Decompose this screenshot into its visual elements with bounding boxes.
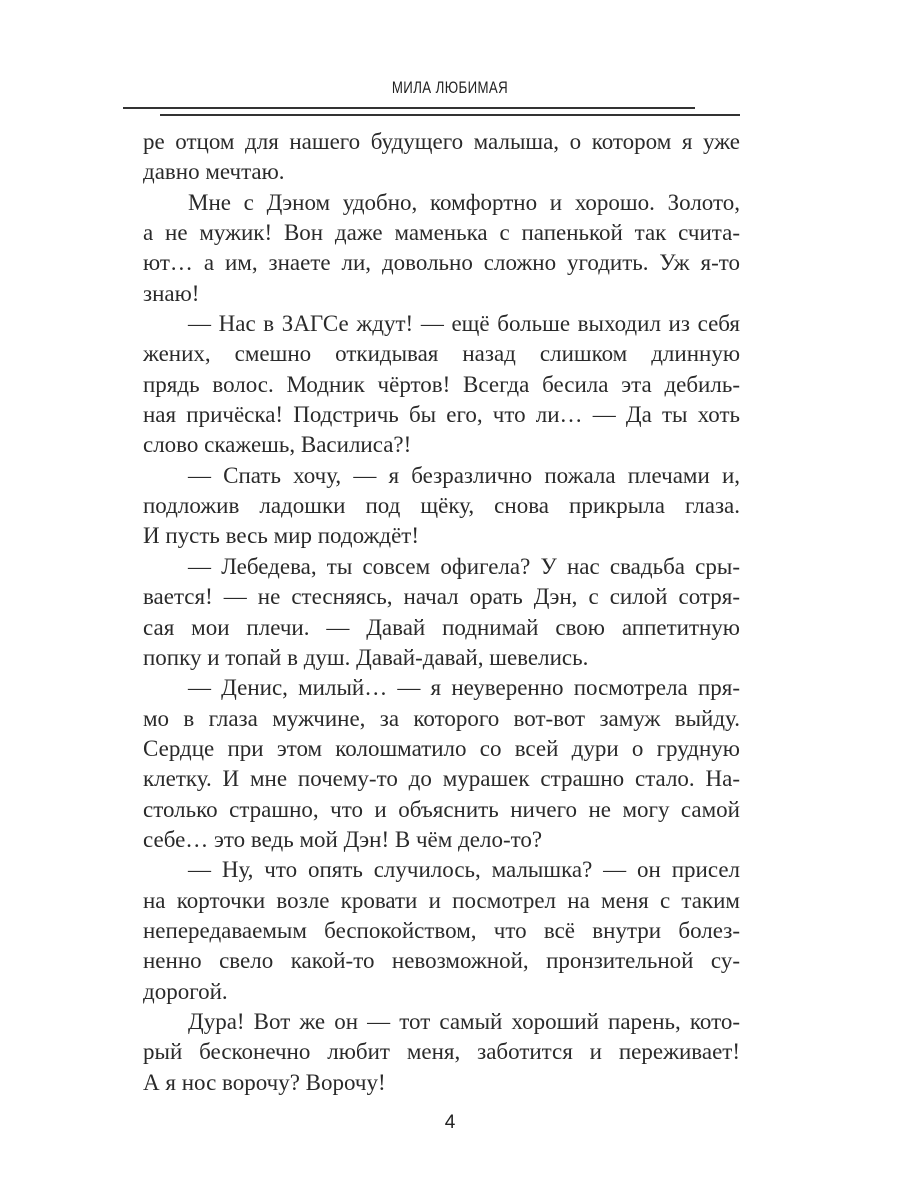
text-line: — Лебедева, ты совсем офигела? У нас свадьба сры- bbox=[188, 553, 740, 579]
text-line: И пусть весь мир подождёт! bbox=[143, 523, 420, 549]
text-line: — Ну, что опять случилось, малышка? — он присел bbox=[188, 857, 740, 883]
text-line: мо в глаза мужчине, за которого вот-вот замуж выйду. bbox=[143, 705, 740, 731]
text-line: сая мои плечи. — Давай поднимай свою аппетитную bbox=[143, 614, 740, 640]
text-line: клетку. И мне почему-то до мурашек страшно стало. На- bbox=[143, 766, 740, 792]
text-line: знаю! bbox=[143, 280, 200, 306]
text-line: Дура! Вот же он — тот самый хороший парень, кото- bbox=[188, 1008, 740, 1034]
header-rule-top bbox=[123, 107, 695, 109]
text-line: себе… это ведь мой Дэн! В чём дело-то? bbox=[143, 826, 543, 852]
text-line: давно мечтаю. bbox=[143, 159, 285, 185]
text-line: дорогой. bbox=[143, 978, 228, 1004]
text-line: вается! — не стесняясь, начал орать Дэн, с силой сотря- bbox=[143, 584, 740, 610]
text-line: слово скажешь, Василиса?! bbox=[143, 432, 412, 458]
text-line: ют… а им, знаете ли, довольно сложно угодить. Уж я-то bbox=[143, 250, 740, 276]
text-line: рый бесконечно любит меня, заботится и переживает! bbox=[143, 1039, 740, 1065]
text-line: жених, смешно откидывая назад слишком длинную bbox=[143, 341, 740, 367]
header-rule-bottom bbox=[160, 114, 740, 116]
text-line: ненно свело какой-то невозможной, пронзительной су- bbox=[143, 948, 740, 974]
text-line: — Денис, милый… — я неуверенно посмотрела пря- bbox=[188, 675, 740, 701]
text-line: столько страшно, что и объяснить ничего не могу самой bbox=[143, 796, 740, 822]
text-line: — Нас в ЗАГСе ждут! — ещё больше выходил из себя bbox=[188, 311, 740, 337]
page-number: 4 bbox=[444, 1112, 456, 1133]
body-text bbox=[143, 127, 740, 1098]
text-line: Мне с Дэном удобно, комфортно и хорошо. Золото, bbox=[188, 189, 740, 215]
text-line: а не мужик! Вон даже маменька с папенькой так счита- bbox=[143, 220, 740, 246]
text-line: ная причёска! Подстричь бы его, что ли… — Да ты хоть bbox=[143, 402, 740, 428]
text-line: А я нос ворочу? Ворочу! bbox=[143, 1069, 386, 1095]
text-line: — Спать хочу, — я безразлично пожала плечами и, bbox=[188, 462, 740, 488]
running-title: МИЛА ЛЮБИМАЯ bbox=[391, 78, 509, 97]
text-line: попку и топай в душ. Давай-давай, шевелись. bbox=[143, 644, 589, 670]
text-line: на корточки возле кровати и посмотрел на меня с таким bbox=[143, 887, 740, 913]
text-line: непередаваемым беспокойством, что всё внутри болез- bbox=[143, 917, 740, 943]
text-line: ре отцом для нашего будущего малыша, о котором я уже bbox=[143, 129, 740, 154]
text-line: Сердце при этом колошматило со всей дури о грудную bbox=[143, 735, 740, 761]
text-line: подложив ладошки под щёку, снова прикрыла глаза. bbox=[143, 493, 740, 519]
text-line: прядь волос. Модник чёртов! Всегда бесила эта дебиль- bbox=[143, 371, 740, 397]
